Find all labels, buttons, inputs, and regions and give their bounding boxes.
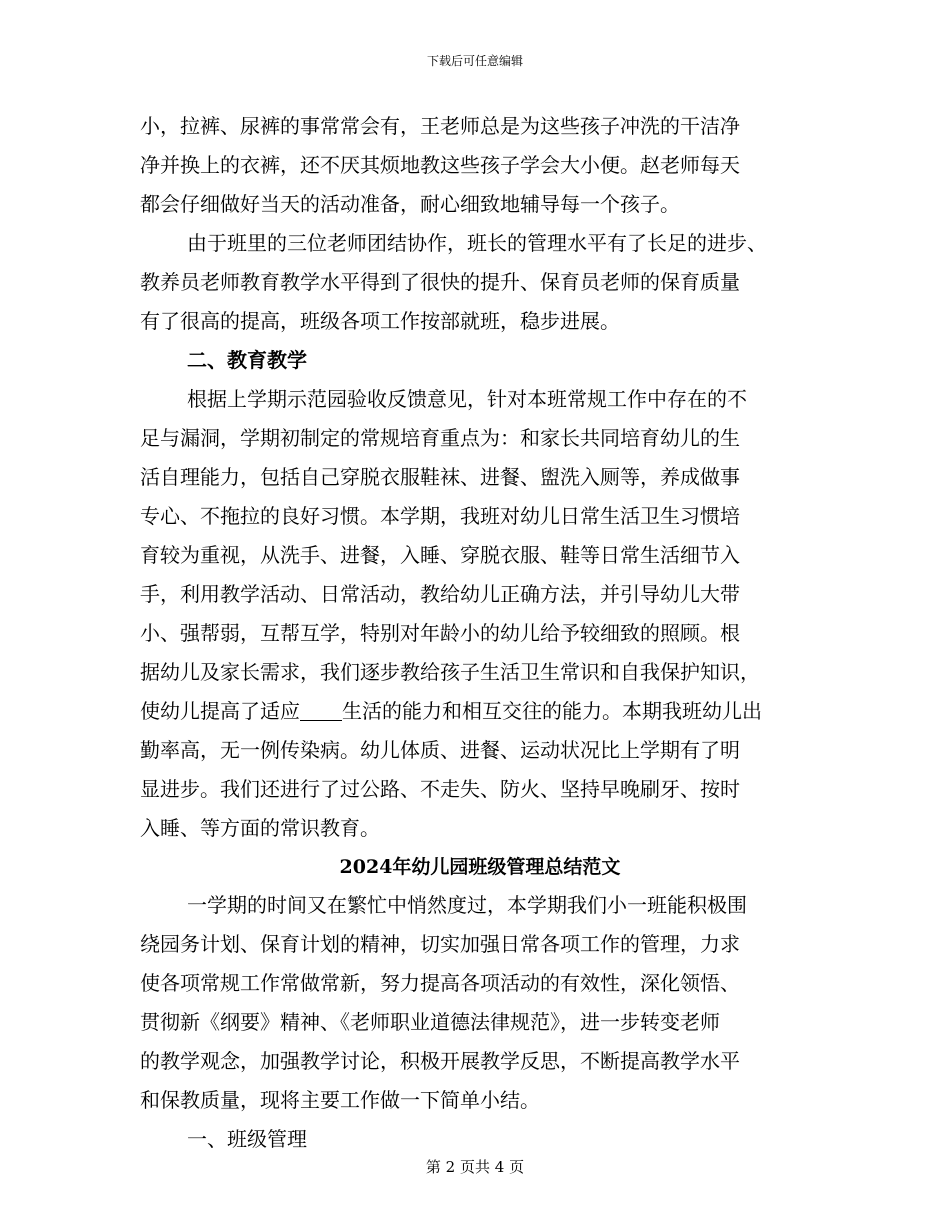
paragraph-line: 专心、不拖拉的良好习惯。本学期，我班对幼儿日常生活卫生习惯培 — [140, 504, 740, 528]
paragraph-line: 由于班里的三位老师团结协作，班长的管理水平有了长足的进步、 — [187, 231, 767, 255]
paragraph-line: 入睡、等方面的常识教育。 — [140, 816, 380, 840]
paragraph-line: 都会仔细做好当天的活动准备，耐心细致地辅导每一个孩子。 — [140, 192, 680, 216]
page-footer: 第 2 页共 4 页 — [425, 1158, 525, 1176]
paragraph-line: 勤率高，无一例传染病。幼儿体质、进餐、运动状况比上学期有了明 — [140, 738, 740, 762]
paragraph-line: 教养员老师教育教学水平得到了很快的提升、保育员老师的保育质量 — [140, 270, 740, 294]
paragraph-line: 小、强帮弱，互帮互学，特别对年龄小的幼儿给予较细致的照顾。根 — [140, 621, 740, 645]
paragraph-line: 的教学观念，加强教学讨论，积极开展教学反思，不断提高教学水平 — [140, 1049, 740, 1073]
paragraph-line: 小，拉裤、尿裤的事常常会有，王老师总是为这些孩子冲洗的干洁净 — [140, 114, 740, 138]
paragraph-line: 足与漏洞，学期初制定的常规培育重点为：和家长共同培育幼儿的生 — [140, 426, 740, 450]
paragraph-line: 根据上学期示范园验收反馈意见，针对本班常规工作中存在的不 — [187, 387, 747, 411]
section-heading-teaching: 二、教育教学 — [187, 348, 307, 372]
text-after-blank: 生活的能力和相互交往的能力。本期我班幼儿出 — [342, 699, 762, 723]
text-before-blank: 使幼儿提高了适应 — [140, 699, 300, 723]
paragraph-line: 手，利用教学活动、日常活动，教给幼儿正确方法，并引导幼儿大带 — [140, 582, 740, 606]
paragraph-line: 使各项常规工作常做常新，努力提高各项活动的有效性，深化领悟、 — [140, 971, 740, 995]
paragraph-line: 贯彻新《纲要》精神、《老师职业道德法律规范》，进一步转变老师 — [140, 1010, 720, 1034]
paragraph-line: 净并换上的衣裤，还不厌其烦地教这些孩子学会大小便。赵老师每天 — [140, 153, 740, 177]
fill-in-blank — [300, 700, 342, 721]
paragraph-line: 有了很高的提高，班级各项工作按部就班，稳步进展。 — [140, 309, 620, 333]
paragraph-line: 绕园务计划、保育计划的精神，切实加强日常各项工作的管理，力求 — [140, 932, 740, 956]
document-body — [140, 107, 820, 1159]
paragraph-line: 一学期的时间又在繁忙中悄然度过，本学期我们小一班能积极围 — [187, 893, 747, 917]
paragraph-line-with-blank — [140, 692, 820, 731]
page-header: 下载后可任意编辑 — [426, 54, 523, 68]
paragraph-line: 显进步。我们还进行了过公路、不走失、防火、坚持早晚刷牙、按时 — [140, 777, 740, 801]
paragraph-line: 和保教质量，现将主要工作做一下简单小结。 — [140, 1088, 540, 1112]
paragraph-line: 活自理能力，包括自己穿脱衣服鞋袜、进餐、盥洗入厕等，养成做事 — [140, 465, 740, 489]
document-title: 2024年幼儿园班级管理总结范文 — [339, 856, 621, 878]
section-heading-class-management: 一、班级管理 — [187, 1127, 307, 1151]
paragraph-line: 育较为重视，从洗手、进餐，入睡、穿脱衣服、鞋等日常生活细节入 — [140, 543, 740, 567]
paragraph-line: 据幼儿及家长需求，我们逐步教给孩子生活卫生常识和自我保护知识， — [140, 660, 760, 684]
